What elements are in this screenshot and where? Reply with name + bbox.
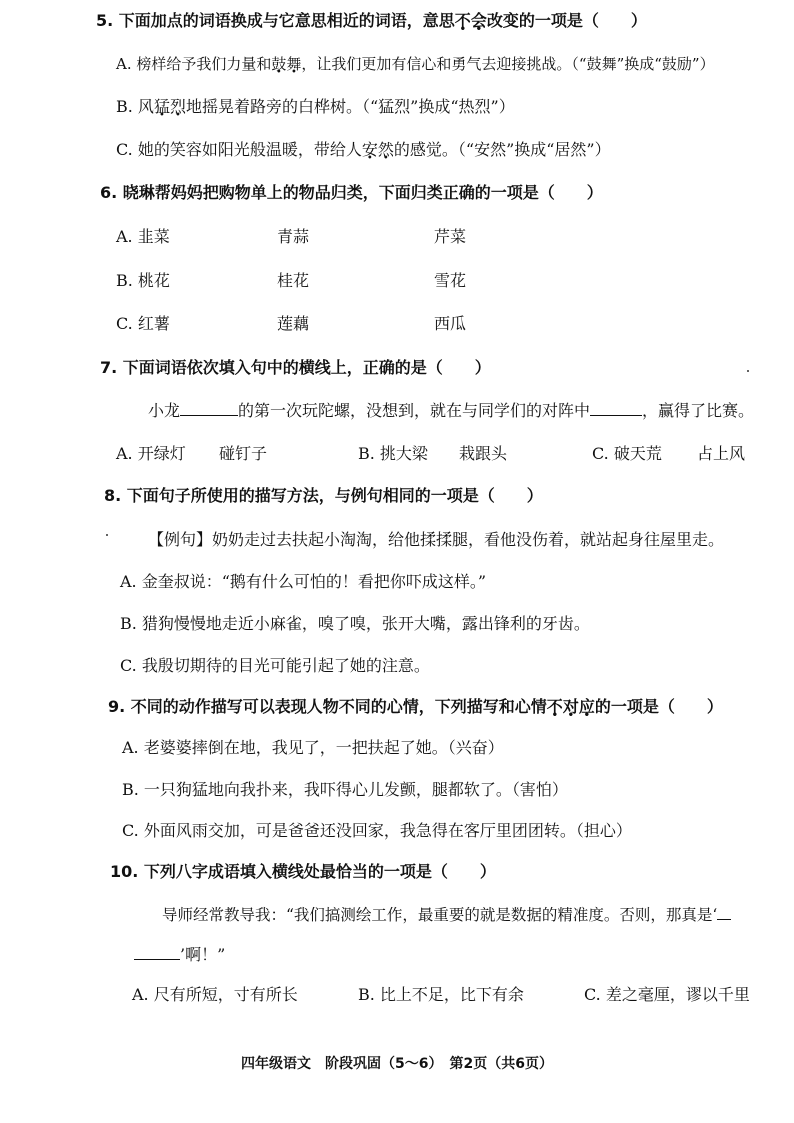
q10-option-a: A. 尺有所短，寸有所长 xyxy=(132,985,298,1004)
emphasis-dot: 不 xyxy=(454,11,471,30)
scan-speck xyxy=(747,370,749,372)
q7-option-c-word-2: 占上风 xyxy=(697,444,746,463)
emphasis-dot: 会 xyxy=(470,11,487,30)
q7-option-b: B. 挑大梁 xyxy=(358,444,428,463)
q7-option-a: A. 开绿灯 xyxy=(116,444,186,463)
q6-stem: 6. 晓琳帮妈妈把购物单上的物品归类，下面归类正确的一项是（ ） xyxy=(100,183,603,202)
q8-stem: 8. 下面句子所使用的描写方法，与例句相同的一项是（ ） xyxy=(104,486,543,505)
q10-option-c: C. 差之毫厘，谬以千里 xyxy=(584,985,750,1004)
emphasis-dot: 安 xyxy=(361,140,378,159)
emphasis-dot: 应 xyxy=(578,697,595,716)
q8-option-c: C. 我殷切期待的目光可能引起了她的注意。 xyxy=(120,656,430,675)
q7-sentence: 小龙 的第一次玩陀螺，没想到，就在与同学们的对阵中 ，赢得了比赛。 xyxy=(148,401,755,420)
q7-option-c: C. 破天荒 xyxy=(592,444,662,463)
fill-blank xyxy=(180,401,238,416)
emphasis-dot: 烈 xyxy=(169,97,186,116)
q10-sentence-cont: ’啊！” xyxy=(134,944,225,966)
emphasis-dot: 猛 xyxy=(153,97,170,116)
q9-stem: 9. 不同的动作描写可以表现人物不同的心情，下列描写和心情不对应的一项是（ ） xyxy=(108,697,723,716)
emphasis-dot: 然 xyxy=(377,140,394,159)
q5-option-b: B. 风猛烈地摇晃着路旁的白桦树。（“猛烈”换成“热烈”） xyxy=(116,97,515,116)
emphasis-dot: 舞 xyxy=(286,55,302,73)
q6-b-item-3: 雪花 xyxy=(434,271,467,290)
emphasis-dot: 对 xyxy=(562,697,579,716)
q7-option-b-word-2: 栽跟头 xyxy=(459,444,508,463)
q9-option-c: C. 外面风雨交加，可是爸爸还没回家，我急得在客厅里团团转。（担心） xyxy=(122,821,632,840)
q6-b-item-2: 桂花 xyxy=(277,271,310,290)
emphasis-dot: 鼓 xyxy=(271,55,287,73)
q7-stem: 7. 下面词语依次填入句中的横线上，正确的是（ ） xyxy=(100,358,491,377)
q9-option-a: A. 老婆婆摔倒在地，我见了，一把扶起了她。（兴奋） xyxy=(122,738,504,757)
q10-stem: 10. 下列八字成语填入横线处最恰当的一项是（ ） xyxy=(110,862,496,881)
q5-option-c: C. 她的笑容如阳光般温暖，带给人安然的感觉。（“安然”换成“居然”） xyxy=(116,140,611,159)
q10-option-b: B. 比上不足，比下有余 xyxy=(358,985,524,1004)
q9-option-b: B. 一只狗猛地向我扑来，我吓得心儿发颤，腿都软了。（害怕） xyxy=(122,780,568,799)
q6-a-item-2: 青蒜 xyxy=(277,227,310,246)
q6-a-item-3: 芹菜 xyxy=(434,227,467,246)
q8-example: 【例句】奶奶走过去扶起小淘淘，给他揉揉腿，看他没伤着，就站起身往屋里走。 xyxy=(148,530,725,549)
fill-blank xyxy=(134,945,180,960)
q5-option-a: A. 榜样给予我们力量和鼓舞，让我们更加有信心和勇气去迎接挑战。（“鼓舞”换成“鼓励”） xyxy=(116,55,715,73)
page-footer: 四年级语文 阶段巩固（5～6） 第2页（共6页） xyxy=(241,1056,553,1072)
q7-option-a-word-2: 碰钉子 xyxy=(219,444,268,463)
q8-option-b: B. 猎狗慢慢地走近小麻雀，嗅了嗅，张开大嘴，露出锋利的牙齿。 xyxy=(120,614,590,633)
fill-blank xyxy=(590,401,642,416)
q6-option-b: B. 桃花 xyxy=(116,271,170,290)
q5-stem: 5. 下面加点的词语换成与它意思相近的词语，意思不会改变的一项是（ ） xyxy=(96,11,647,30)
q8-option-a: A. 金奎叔说：“鹅有什么可怕的！看把你吓成这样。” xyxy=(120,572,487,591)
emphasis-dot: 不 xyxy=(546,697,563,716)
q6-c-item-2: 莲藕 xyxy=(277,314,310,333)
q6-option-a: A. 韭菜 xyxy=(116,227,170,246)
q6-c-item-3: 西瓜 xyxy=(434,314,467,333)
q6-option-c: C. 红薯 xyxy=(116,314,170,333)
q10-sentence: 导师经常教导我：“我们搞测绘工作，最重要的就是数据的精准度。否则，那真是‘ xyxy=(162,904,731,926)
scan-speck xyxy=(106,534,108,536)
fill-blank xyxy=(717,905,731,920)
